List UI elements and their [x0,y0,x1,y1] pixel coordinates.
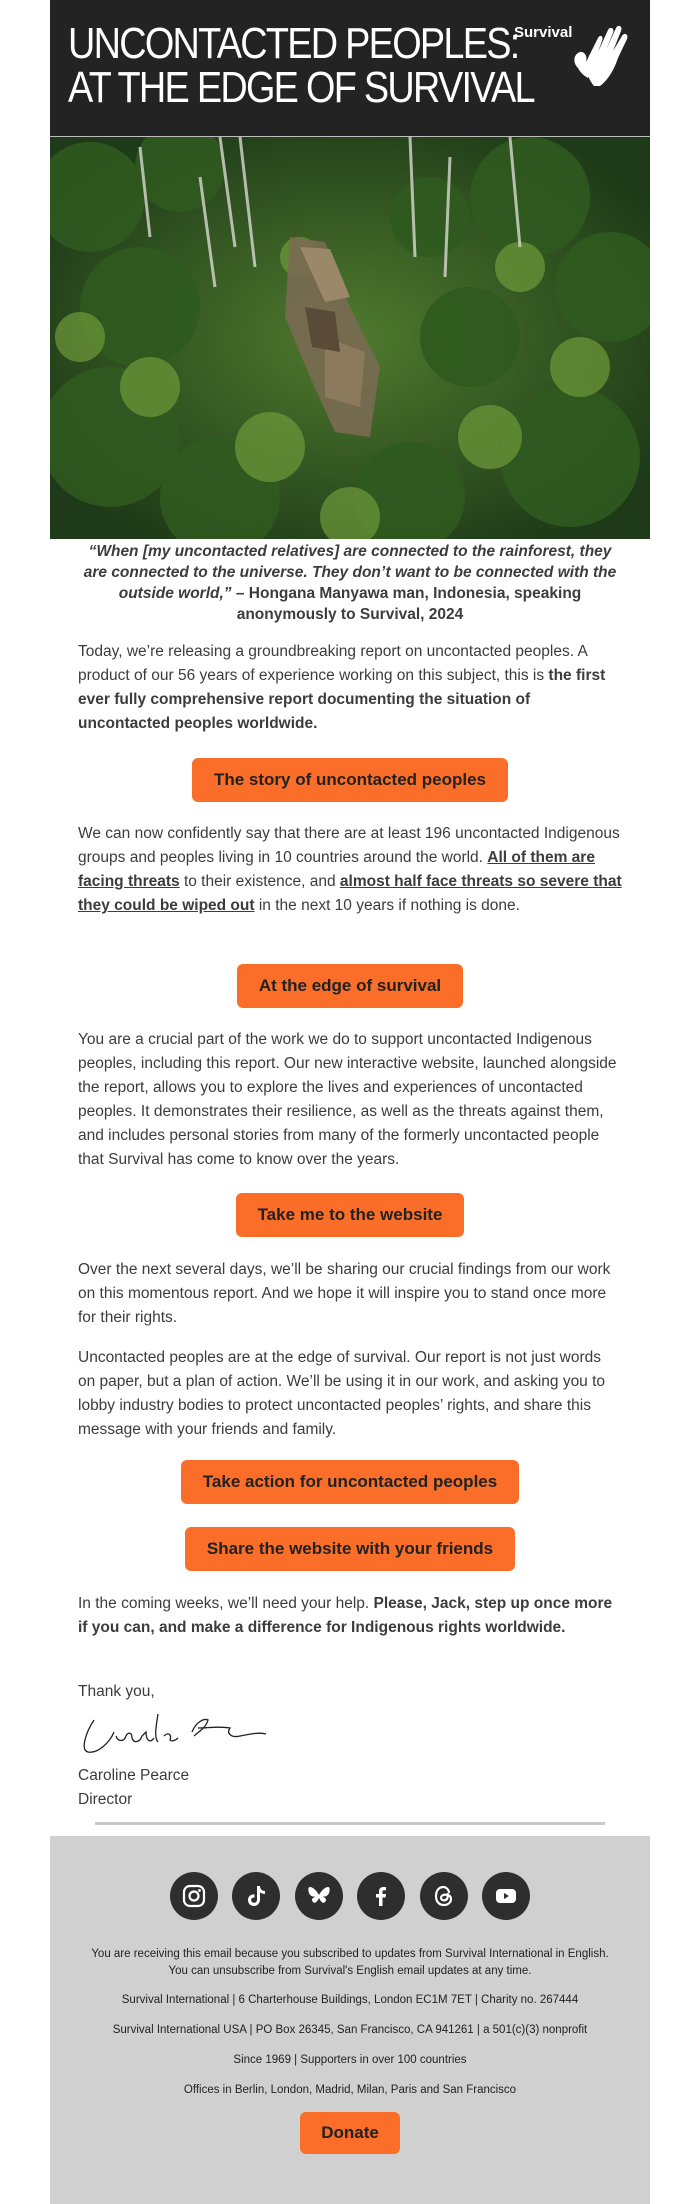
page-title: UNCONTACTED PEOPLES: AT THE EDGE OF SURVIVAL [68,19,534,112]
share-button[interactable]: Share the website with your friends [185,1527,515,1571]
hands-icon [564,16,634,90]
signer-name: Caroline Pearce [78,1767,190,1784]
quote-caption: “When [my uncontacted relatives] are connected to the rainforest, they are connected to the universe. They don’t want to be connected with the outside world,” – Hongana Manyawa man, Indonesia, speaking anonymously to Survival, 2024 [83,543,617,623]
since-text: Since 1969 | Supporters in over 100 countries [233,2054,467,2066]
bluesky-icon[interactable] [295,1872,343,1920]
signer [78,1764,622,1812]
email [50,0,650,2204]
subscription-notice: You are receiving this email because you subscribed to updates from Survival International in English. You can unsubscribe from Survival's English email updates at any time. [91,1948,609,1977]
wiped-out-link[interactable]: almost half face threats so severe that they could be wiped out [78,873,622,914]
offices-text: Offices in Berlin, London, Madrid, Milan, Paris and San Francisco [183,2084,517,2096]
address-uk: Survival International | 6 Charterhouse Buildings, London EC1M 7ET | Charity no. 267444 [121,1994,579,2006]
findings-paragraph: We can now confidently say that there are at least 196 uncontacted Indigenous groups and peoples living in 10 countries around the world. All of them are facing threats to their existence, and almost half face threats so severe that they could be wiped out in the next 10 years if nothing is done. [78,825,622,914]
take-action-button[interactable]: Take action for uncontacted peoples [181,1460,519,1504]
signature-image [80,1702,270,1762]
website-paragraph: You are a crucial part of the work we do to support uncontacted Indigenous peoples, including this report. Our new interactive website, launched alongside the report, allows you to explore the lives and experiences of uncontacted peoples. It demonstrates their resilience, as well as the threats against them, and includes personal stories from many of the formerly uncontacted people that Survival has come to know over the years. [78,1031,617,1168]
next-days-paragraph: Over the next several days, we’ll be sharing our crucial findings from our work on this momentous report. And we hope it will inspire you to stand once more for their rights. [78,1261,611,1326]
threads-icon[interactable] [420,1872,468,1920]
header [50,0,650,137]
unsubscribe-text[interactable]: You can unsubscribe from Survival's English email updates at any time. [168,1965,532,1977]
plan-paragraph: Uncontacted peoples are at the edge of survival. Our report is not just words on paper, but a plan of action. We’ll be using it in our work, and asking you to lobby industry bodies to protect uncontacted peoples’ rights, and share this message with your friends and family. [78,1349,606,1438]
facebook-icon[interactable] [357,1872,405,1920]
intro-paragraph: Today, we’re releasing a groundbreaking report on uncontacted peoples. A product of our 56 years of experience working on this subject, this is the first ever fully comprehensive report documenting the situation of uncontacted peoples worldwide. [78,643,606,732]
instagram-icon[interactable] [170,1872,218,1920]
survival-logo[interactable]: Survival [514,16,634,90]
thanks-text: Thank you, [78,1683,155,1700]
hero-image [50,137,650,539]
social-links [50,1872,650,1920]
website-button[interactable]: Take me to the website [236,1193,465,1237]
appeal-paragraph: In the coming weeks, we’ll need your help. Please, Jack, step up once more if you can, and make a difference for Indigenous rights worldwide. [78,1595,613,1636]
threats-link[interactable]: All of them are facing threats [78,849,595,890]
edge-of-survival-button[interactable]: At the edge of survival [237,964,463,1008]
address-usa: Survival International USA | PO Box 26345, San Francisco, CA 941261 | a 501(c)(3) nonprofit [112,2024,588,2036]
story-button[interactable]: The story of uncontacted peoples [192,758,508,802]
footer [50,1836,650,2204]
donate-button[interactable]: Donate [300,2112,400,2154]
divider [95,1822,605,1825]
signer-role: Director [78,1791,133,1808]
tiktok-icon[interactable] [232,1872,280,1920]
rainforest-image [50,137,650,539]
youtube-icon[interactable] [482,1872,530,1920]
